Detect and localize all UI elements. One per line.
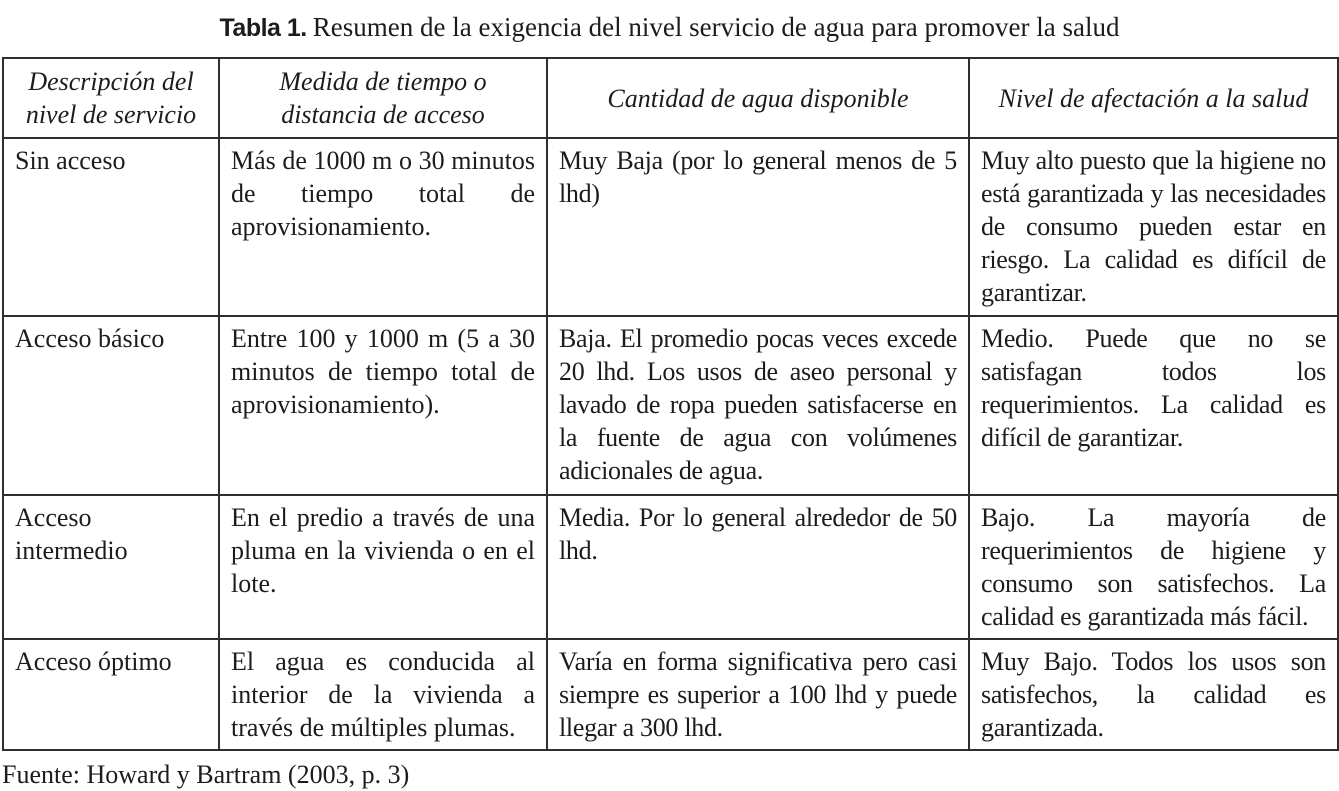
cell-afectacion-salud: Bajo. La mayoría de requerimientos de higiene y consumo son satisfechos. La calidad es garantizada más fácil. (969, 495, 1338, 639)
table-row-sin-acceso (3, 138, 1338, 316)
table-header-row (3, 58, 1338, 138)
cell-nivel-servicio: Acceso intermedio (3, 495, 219, 639)
cell-nivel-servicio: Sin acceso (3, 138, 219, 316)
table-row-acceso-basico (3, 316, 1338, 495)
table-caption-label: Tabla 1. (219, 14, 307, 42)
cell-medida-acceso: En el predio a través de una pluma en la vivienda o en el lote. (219, 495, 547, 639)
cell-cantidad-agua: Baja. El promedio pocas veces excede 20 lhd. Los usos de aseo personal y lavado de ropa pueden satisfacerse en la fuente de agua con volúmenes adicionales de agua. (547, 316, 969, 495)
cell-nivel-servicio: Acceso básico (3, 316, 219, 495)
cell-nivel-servicio: Acceso óptimo (3, 639, 219, 750)
cell-afectacion-salud: Muy Bajo. Todos los usos son satisfechos, la calidad es garantizada. (969, 639, 1338, 750)
cell-cantidad-agua: Muy Baja (por lo general menos de 5 lhd) (547, 138, 969, 316)
column-header-medida-tiempo-distancia: Medida de tiempo o distancia de acceso (219, 58, 547, 138)
cell-afectacion-salud: Muy alto puesto que la higiene no está garantizada y las necesidades de consumo pueden estar en riesgo. La calidad es difícil de garantizar. (969, 138, 1338, 316)
cell-cantidad-agua: Media. Por lo general alrededor de 50 lhd. (547, 495, 969, 639)
water-service-level-table (2, 57, 1339, 751)
cell-medida-acceso: Entre 100 y 1000 m (5 a 30 minutos de tiempo total de aprovisionamiento). (219, 316, 547, 495)
cell-medida-acceso: El agua es conducida al interior de la vivienda a través de múltiples plumas. (219, 639, 547, 750)
source-note: Fuente: Howard y Bartram (2003, p. 3) (2, 760, 410, 789)
cell-cantidad-agua: Varía en forma significativa pero casi siempre es superior a 100 lhd y puede llegar a 300 lhd. (547, 639, 969, 750)
table-caption (0, 0, 1339, 45)
cell-medida-acceso: Más de 1000 m o 30 minutos de tiempo total de aprovisionamiento. (219, 138, 547, 316)
table-row-acceso-intermedio (3, 495, 1338, 639)
column-header-descripcion-nivel-servicio: Descripción del nivel de servicio (3, 58, 219, 138)
table-row-acceso-optimo (3, 639, 1338, 750)
table-caption-text: Resumen de la exigencia del nivel servicio de agua para promover la salud (312, 12, 1120, 42)
cell-afectacion-salud: Medio. Puede que no se satisfagan todos los requerimientos. La calidad es difícil de garantizar. (969, 316, 1338, 495)
column-header-nivel-afectacion-salud: Nivel de afectación a la salud (969, 58, 1338, 138)
column-header-cantidad-agua: Cantidad de agua disponible (547, 58, 969, 138)
